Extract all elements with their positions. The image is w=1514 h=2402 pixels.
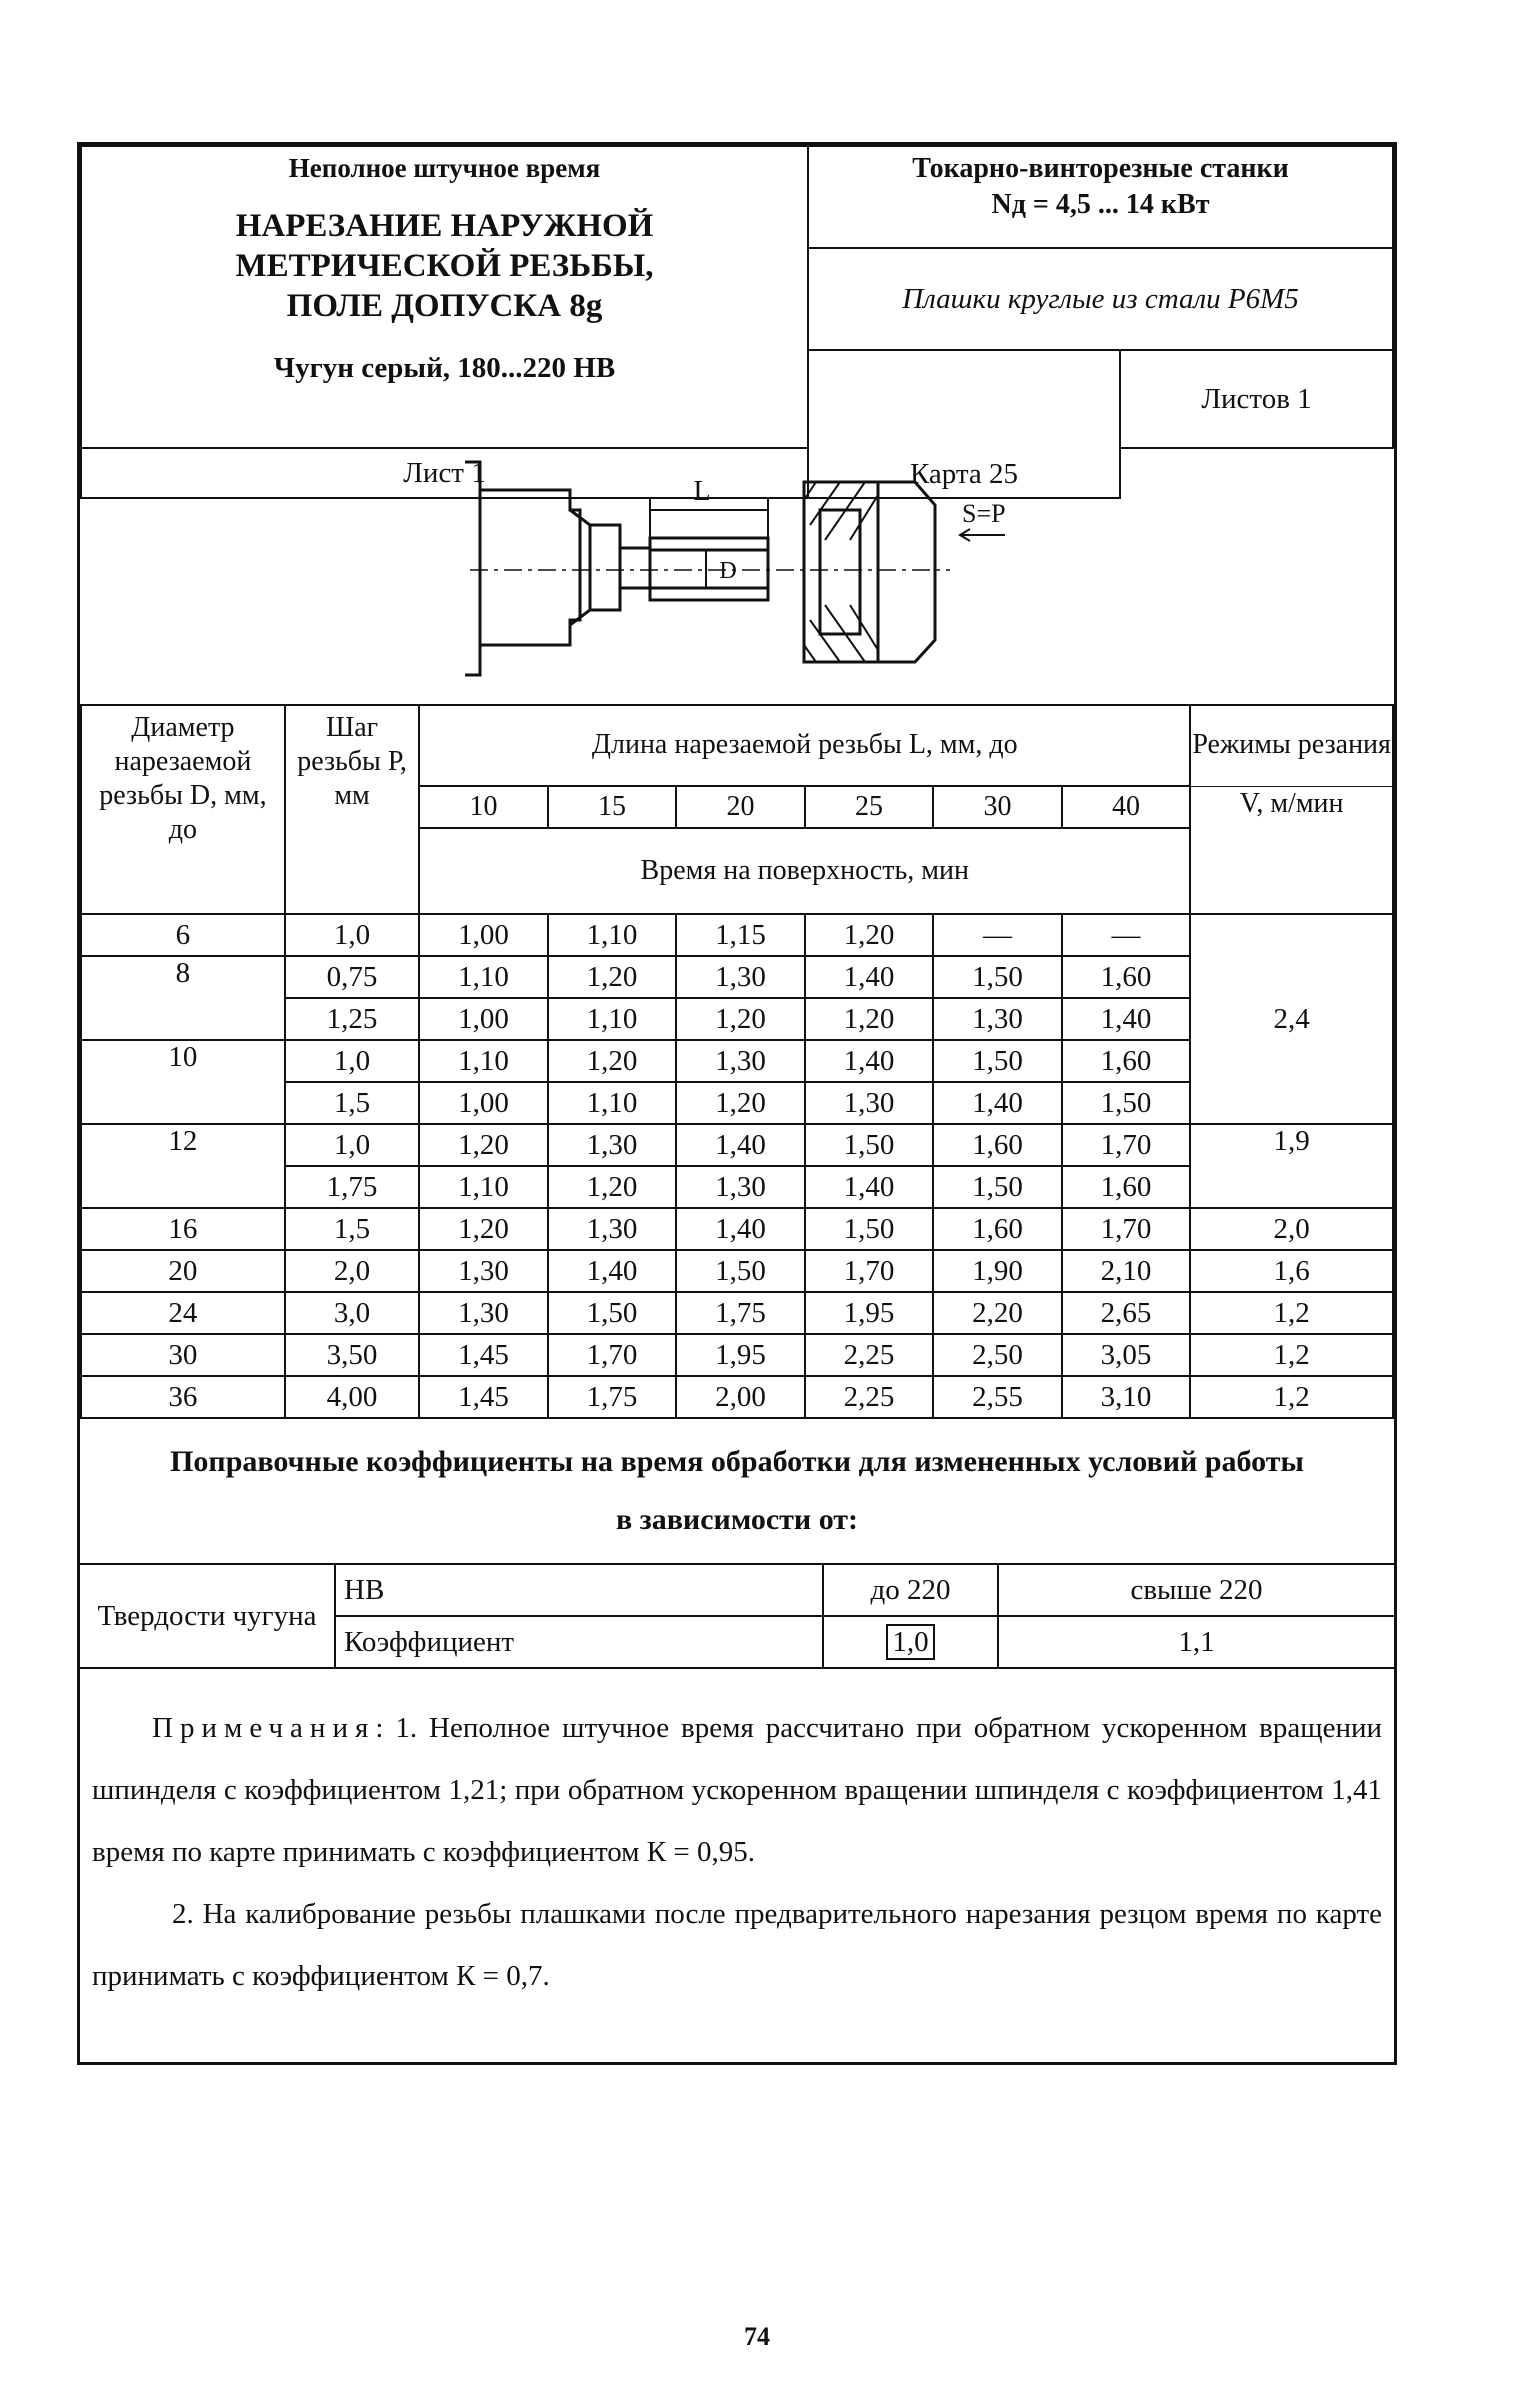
row-time: 1,40 [548,1250,677,1292]
row-pitch: 1,5 [285,1082,419,1124]
row-time: 1,60 [933,1124,1062,1166]
row-time: 1,30 [548,1208,677,1250]
row-time: 2,00 [676,1376,805,1418]
notes [80,1675,1394,2007]
row-pitch: 0,75 [285,956,419,998]
row-diameter: 20 [81,1250,285,1292]
row-time: 1,15 [676,914,805,956]
row-time: 1,20 [676,998,805,1040]
row-diameter: 30 [81,1334,285,1376]
label-feed: S=P [962,499,1006,528]
row-time: 1,40 [805,956,934,998]
page-number: 74 [744,2322,770,2351]
row-time: 1,40 [1062,998,1191,1040]
correction-title-line2: в зависимости от: [615,1503,859,1536]
row-time: 1,10 [548,1082,677,1124]
correction-row2-v2: 1,1 [998,1616,1394,1668]
speed-cell: 2,0 [1190,1208,1393,1250]
label-D: D [719,558,737,584]
row-pitch: 2,0 [285,1250,419,1292]
row-pitch: 3,0 [285,1292,419,1334]
header-title-line2: МЕТРИЧЕСКОЙ РЕЗЬБЫ, [235,248,654,284]
correction-table [80,1563,1394,1669]
row-time: 1,40 [805,1166,934,1208]
row-time: 1,50 [676,1250,805,1292]
correction-row2-v1-cell [823,1616,998,1668]
row-time: 1,20 [419,1208,548,1250]
row-time: 2,10 [1062,1250,1191,1292]
col-time-header: Время на поверхность, мин [419,828,1190,914]
header-machine-line2: Nд = 4,5 ... 14 кВт [991,189,1210,220]
length-15: 15 [548,786,677,828]
card-frame [77,142,1397,2065]
row-pitch: 1,25 [285,998,419,1040]
row-time: 1,50 [933,1166,1062,1208]
row-time: 1,50 [1062,1082,1191,1124]
row-time: 1,10 [548,914,677,956]
header-material: Чугун серый, 180...220 НВ [273,352,616,384]
length-10: 10 [419,786,548,828]
row-diameter: 8 [81,956,285,1040]
correction-factor: Твердости чугуна [80,1564,335,1668]
header-subtitle: Неполное штучное время [288,153,601,183]
length-20: 20 [676,786,805,828]
header-machine-block [808,146,1393,248]
row-time: 1,60 [1062,956,1191,998]
length-40: 40 [1062,786,1191,828]
row-time: 1,60 [933,1208,1062,1250]
time-table [80,705,1394,1419]
row-time: 1,20 [676,1082,805,1124]
row-time: 1,20 [548,1166,677,1208]
row-time: 1,95 [676,1334,805,1376]
row-time: 1,45 [419,1376,548,1418]
row-time: 1,30 [419,1292,548,1334]
header-sheets-total: Листов 1 [1120,350,1393,448]
row-time: 1,30 [548,1124,677,1166]
row-time: 1,45 [419,1334,548,1376]
row-time: 1,60 [1062,1040,1191,1082]
correction-row1-v1: до 220 [823,1564,998,1616]
header-card-text: Карта 25 [909,458,1019,490]
row-time: 1,00 [419,1082,548,1124]
row-time: 1,40 [676,1124,805,1166]
row-time: 2,20 [933,1292,1062,1334]
col-speed-header: V, м/мин [1190,786,1393,914]
row-time: 1,75 [548,1376,677,1418]
row-time: 1,60 [1062,1166,1191,1208]
row-time: 1,50 [805,1208,934,1250]
header-table [80,145,1394,499]
row-time: 1,20 [548,956,677,998]
row-time: 1,10 [548,998,677,1040]
row-diameter: 24 [81,1292,285,1334]
header-tool: Плашки круглые из стали Р6М5 [808,248,1393,350]
correction-title [80,1418,1394,1563]
row-time: 2,55 [933,1376,1062,1418]
row-time: 2,25 [805,1376,934,1418]
row-pitch: 1,0 [285,914,419,956]
row-time: 1,00 [419,914,548,956]
row-time: 1,30 [676,1166,805,1208]
notes-heading: Примечания [152,1712,376,1744]
row-time: 1,30 [676,1040,805,1082]
row-time: 1,20 [548,1040,677,1082]
speed-cell: 1,6 [1190,1250,1393,1292]
correction-row2-label: Коэффициент [335,1616,823,1668]
row-time: 1,10 [419,1040,548,1082]
row-time: 1,70 [1062,1208,1191,1250]
row-time: 2,25 [805,1334,934,1376]
row-time: 1,20 [805,914,934,956]
header-machine-line1: Токарно-винторезные станки [912,153,1289,184]
row-time: 1,20 [419,1124,548,1166]
header-title-line3: ПОЛЕ ДОПУСКА 8g [286,288,603,324]
label-L: L [693,476,711,507]
row-pitch: 3,50 [285,1334,419,1376]
row-pitch: 4,00 [285,1376,419,1418]
thread-cutting-sketch [80,450,1394,706]
row-time: 2,50 [933,1334,1062,1376]
row-time: 1,10 [419,956,548,998]
col-diameter-header: Диаметр нарезаемой резьбы D, мм, до [81,705,285,914]
col-length-header: Длина нарезаемой резьбы L, мм, до [419,705,1190,786]
row-time: — [1062,914,1191,956]
speed-cell: 1,2 [1190,1376,1393,1418]
row-diameter: 16 [81,1208,285,1250]
row-time: 1,30 [933,998,1062,1040]
row-time: 3,10 [1062,1376,1191,1418]
row-pitch: 1,75 [285,1166,419,1208]
row-time: 1,70 [548,1334,677,1376]
length-30: 30 [933,786,1062,828]
length-25: 25 [805,786,934,828]
note-1 [92,1697,1382,1883]
row-diameter: 10 [81,1040,285,1124]
row-diameter: 12 [81,1124,285,1208]
correction-title-line1: Поправочные коэффициенты на время обработки для измененных условий работы [170,1445,1304,1478]
correction-row1-v2: свыше 220 [998,1564,1394,1616]
row-time: 1,10 [419,1166,548,1208]
row-time: 1,40 [805,1040,934,1082]
col-pitch-header: Шаг резьбы Р, мм [285,705,419,914]
header-title-line1: НАРЕЗАНИЕ НАРУЖНОЙ [235,208,654,244]
row-time: 3,05 [1062,1334,1191,1376]
speed-cell: 1,2 [1190,1292,1393,1334]
row-time: 1,40 [676,1208,805,1250]
speed-cell: 2,4 [1190,914,1393,1124]
row-pitch: 1,5 [285,1208,419,1250]
row-diameter: 6 [81,914,285,956]
note-1-text: : 1. Неполное штучное время рассчитано при обратном ускоренном вращении шпинделя с коэффициентом 1,21; при обратном ускоренном вращении шпинделя с коэффициентом 1,41 время по карте принимать с коэффициентом К = 0,95. [92,1712,1382,1868]
correction-row1-label: НВ [335,1564,823,1616]
row-time: 1,40 [933,1082,1062,1124]
speed-cell: 1,2 [1190,1334,1393,1376]
row-time: 1,70 [1062,1124,1191,1166]
row-time: 1,70 [805,1250,934,1292]
header-sheet: Лист 1 [81,448,808,498]
speed-cell: 1,9 [1190,1124,1393,1208]
row-time: 1,50 [805,1124,934,1166]
col-modes-header: Режимы резания [1190,705,1393,786]
row-time: 1,20 [805,998,934,1040]
row-time: 1,50 [933,1040,1062,1082]
row-time: 1,00 [419,998,548,1040]
row-time: 1,95 [805,1292,934,1334]
row-time: 2,65 [1062,1292,1191,1334]
row-pitch: 1,0 [285,1124,419,1166]
row-time: 1,90 [933,1250,1062,1292]
row-time: — [933,914,1062,956]
header-title-block [81,146,808,448]
row-time: 1,30 [676,956,805,998]
row-diameter: 36 [81,1376,285,1418]
sketch-svg [80,450,1394,704]
row-time: 1,50 [548,1292,677,1334]
note-2: 2. На калибрование резьбы плашками после предварительного нарезания резцом время по карте принимать с коэффициентом К = 0,7. [92,1898,1382,1992]
row-time: 1,30 [805,1082,934,1124]
row-time: 1,50 [933,956,1062,998]
row-pitch: 1,0 [285,1040,419,1082]
correction-row2-v1: 1,0 [886,1624,934,1660]
row-time: 1,30 [419,1250,548,1292]
row-time: 1,75 [676,1292,805,1334]
